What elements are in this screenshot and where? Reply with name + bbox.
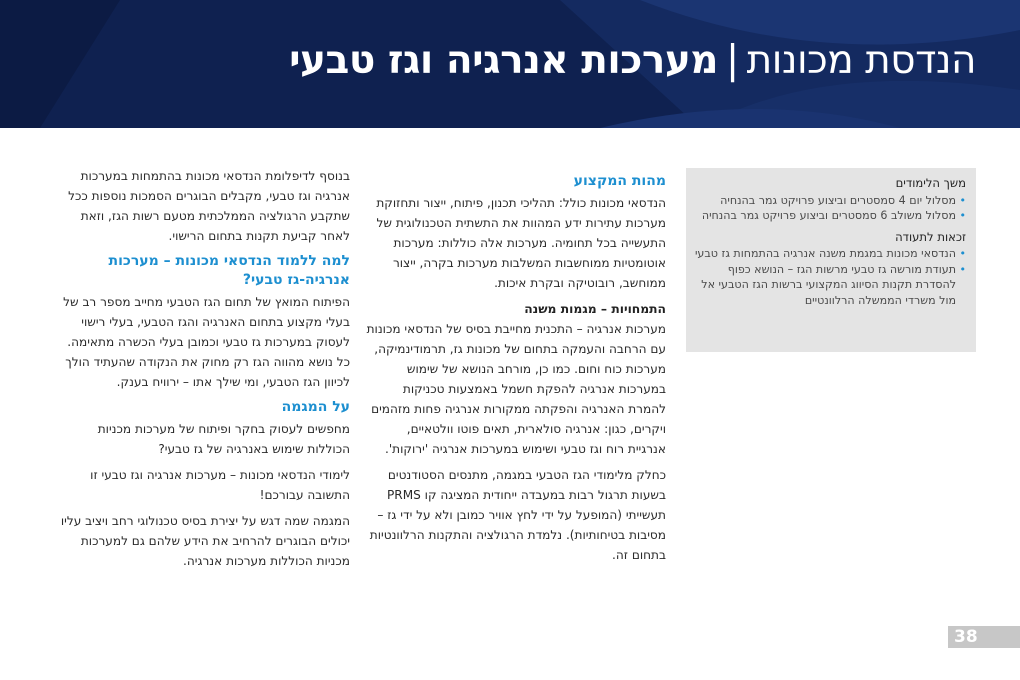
page-number: 38 <box>948 626 1020 648</box>
profession-column <box>366 172 666 571</box>
about-track-heading: על המגמה <box>281 399 350 415</box>
duration-list <box>694 193 966 224</box>
certificate-item: • תעודת מורשה גז טבעי מרשות הגז – הנושא כפוף להסדרת תקנות הסיווג המקצועי ברשות הגז הטבעי אל מול משרדי הממשלה הרלוונטיים <box>694 262 966 309</box>
certificate-heading: זכאות לתעודה <box>895 229 966 244</box>
title-specialization: מערכות אנרגיה וגז טבעי <box>289 38 719 83</box>
duration-heading: משך הלימודים <box>895 176 966 190</box>
profession-intro: הנדסאי מכונות כולל: תהליכי תכנון, פיתוח, ייצור ותחזוקת מערכות עתירות ידע המהוות את התשתית הטכנולוגית של התעשייה בכל תחומיה. מערכות אלה כוללות: מערכות אוטומטיות ממוחשבות המשלבות מערכות בקרה, ייצור ממוחשב, רובוטיקה ובקרת איכות. <box>376 196 666 290</box>
duration-item: • מסלול משולב 6 סמסטרים וביצוע פרויקט גמר בהנחיה <box>694 208 966 224</box>
certificate-list <box>694 246 966 308</box>
about-track-paragraph-1: מחפשים לעסוק בחקר ופיתוח של מערכות מכניות הכוללות שימוש באנרגיה של גז טבעי? <box>97 422 350 456</box>
about-column <box>60 166 350 577</box>
why-study-heading: למה ללמוד הנדסאי מכונות – מערכות אנרגיה-גז טבעי? <box>108 253 350 288</box>
prms-text: כחלק מלימודי הגז הטבעי במגמה, מתנסים הסטודנטים בשעות תרגול רבות במעבדה ייחודית המציגה קו PRMS תעשייתי (המופעל על ידי לחץ אוויר כמובן ולא על ידי גז – מסיבות בטיחותיות). נלמדת הרגולציה והתקנות הרלוונטיות בתחום זה. <box>369 468 666 562</box>
about-track-paragraph-3: המגמה שמה דגש על יצירת בסיס טכנולוגי רחב ויציב עליו יכולים הבוגרים להרחיב את הידע שלהם גם למערכות מכניות הכוללות מערכות אנרגיה. <box>60 514 350 568</box>
duration-item: • מסלול יום 4 סמסטרים וביצוע פרויקט גמר בהנחיה <box>694 193 966 209</box>
study-info-box <box>686 168 976 352</box>
certificate-item: • הנדסאי מכונות במגמת משנה אנרגיה בהתמחות גז טבעי <box>694 246 966 262</box>
about-track-paragraph-2: לימודי הנדסאי מכונות – מערכות אנרגיה וגז טבעי זו התשובה עבורכם! <box>90 468 350 502</box>
certifications-intro: בנוסף לדיפלומת הנדסאי מכונות בהתמחות במערכות אנרגיה וגז טבעי, מקבלים הבוגרים הסמכות נוספות ככל שתקבע הרגולציה הממלכתית מטעם רשות הגז, וזאת לאחר קביעת תקנות בתחום הרישוי. <box>68 169 350 243</box>
header-banner <box>0 0 1020 128</box>
title-separator: | <box>726 38 739 83</box>
why-study-text: הפיתוח המואץ של תחום הגז הטבעי מחייב מספר רב של בעלי מקצוע בתחום האנרגיה והגז הטבעי, בעלי רישוי לעסוק במערכות גז טבעי וכמובן בעלי הכשרה מתאימה. כל נושא מהווה הגז רק מחוק את הנקודה שהעתיד הולך לכיוון הגז הטבעי, ומי שילך אתו – ירוויח בענק. <box>63 295 350 389</box>
page-title <box>289 38 976 83</box>
specializations-text: מערכות אנרגיה – התכנית מחייבת בסיס של הנדסאי מכונות עם הרחבה והעמקה בתחום של מכונות גז, תרמודינמיקה, מערכות כוח וחום. כמו כן, מורחב הנושא של שימוש במערכות אנרגיה להפקת חשמל באמצעות טכניקות להמרת האנרגיה והפקתה ממקורות אנרגיה פחות מזהמים ויקרים, כגון: אנרגיה סולארית, תאים פוטו וולטאיים, אנרגיית רוח וגז טבעי ושימוש במערכות אנרגיה 'ירוקות'. <box>366 322 666 456</box>
specializations-heading: התמחויות – מגמות משנה <box>524 302 666 316</box>
title-program: הנדסת מכונות <box>746 38 976 83</box>
profession-heading: מהות המקצוע <box>573 173 666 189</box>
